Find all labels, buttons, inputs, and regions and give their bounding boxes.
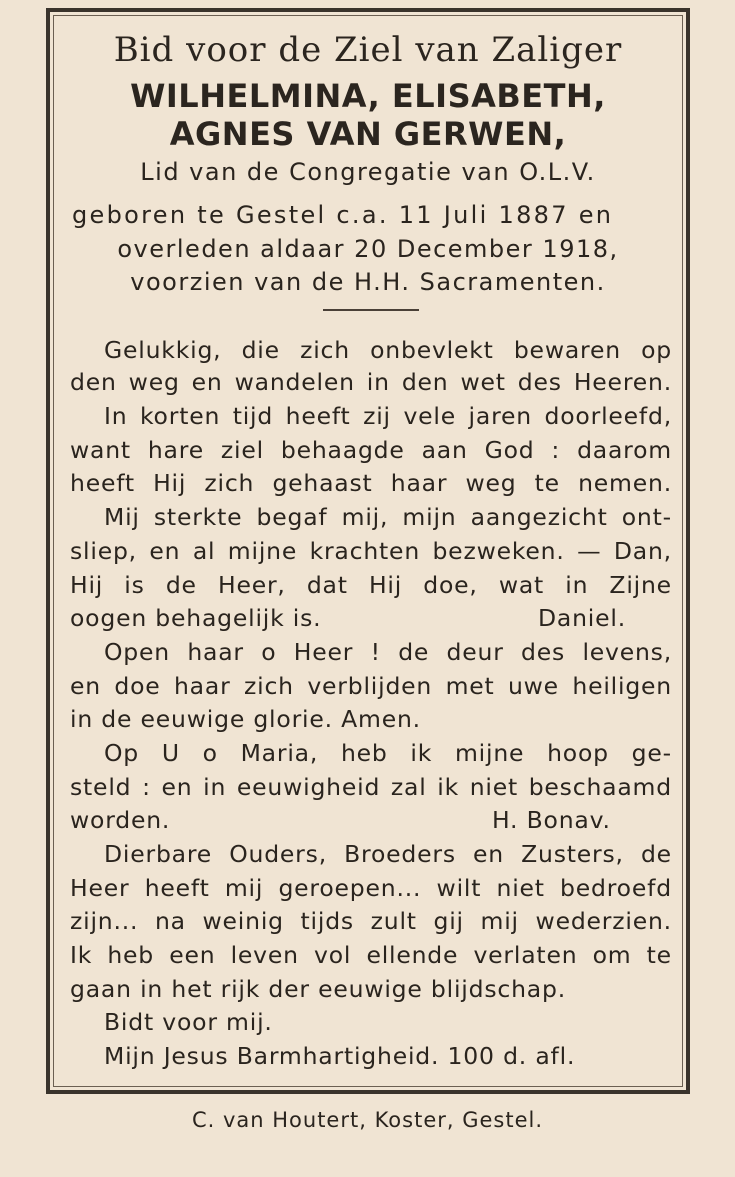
body-line: Bidt voor mij. xyxy=(104,1008,273,1036)
body-line: zijn... na weinig tijds zult gij mij wederzien. xyxy=(70,907,672,935)
body-line: Mij sterkte begaf mij, mijn aangezicht ont- xyxy=(104,503,672,531)
body-line: Open haar o Heer ! de deur des levens, xyxy=(104,638,672,666)
card-heading: Bid voor de Ziel van Zaliger xyxy=(113,30,623,70)
body-line: Ik heb een leven vol ellende verlaten om te xyxy=(70,941,672,969)
body-line: den weg en wandelen in den wet des Heeren. xyxy=(70,368,672,396)
body-line: want hare ziel behaagde aan God : daarom xyxy=(70,436,672,464)
body-line: Dierbare Ouders, Broeders en Zusters, de xyxy=(104,840,672,868)
body-line: worden. xyxy=(70,806,171,834)
divider-rule xyxy=(323,309,419,311)
attribution-daniel: Daniel. xyxy=(538,604,626,632)
body-line: Op U o Maria, heb ik mijne hoop ge- xyxy=(104,739,672,767)
printer-credit: C. van Houtert, Koster, Gestel. xyxy=(191,1108,544,1132)
body-line: Heer heeft mij geroepen... wilt niet bedroefd xyxy=(70,874,672,902)
body-line: steld : en in eeuwigheid zal ik niet beschaamd xyxy=(70,773,672,801)
body-line: Mijn Jesus Barmhartigheid. 100 d. afl. xyxy=(104,1042,576,1070)
deceased-name-line-2: AGNES VAN GERWEN, xyxy=(169,115,567,153)
congregation-line: Lid van de Congregatie van O.L.V. xyxy=(140,158,596,186)
birth-line: geboren te Gestel c.a. 11 Juli 1887 en xyxy=(72,201,614,229)
death-line: overleden aldaar 20 December 1918, xyxy=(117,235,619,263)
body-line: oogen behagelijk is. xyxy=(70,604,322,632)
body-line: gaan in het rijk der eeuwige blijdschap. xyxy=(70,975,566,1003)
body-line: Hij is de Heer, dat Hij doe, wat in Zijne xyxy=(70,571,672,599)
attribution-bonav: H. Bonav. xyxy=(492,806,611,834)
body-line: In korten tijd heeft zij vele jaren doorleefd, xyxy=(104,402,672,430)
body-line: heeft Hij zich gehaast haar weg te nemen. xyxy=(70,469,672,497)
body-line: in de eeuwige glorie. Amen. xyxy=(70,705,421,733)
sacraments-line: voorzien van de H.H. Sacramenten. xyxy=(130,268,606,296)
body-line: Gelukkig, die zich onbevlekt bewaren op xyxy=(104,336,672,364)
deceased-name-line-1: WILHELMINA, ELISABETH, xyxy=(130,77,606,115)
body-line: sliep, en al mijne krachten bezweken. — Dan, xyxy=(70,537,672,565)
body-line: en doe haar zich verblijden met uwe heiligen xyxy=(70,672,672,700)
